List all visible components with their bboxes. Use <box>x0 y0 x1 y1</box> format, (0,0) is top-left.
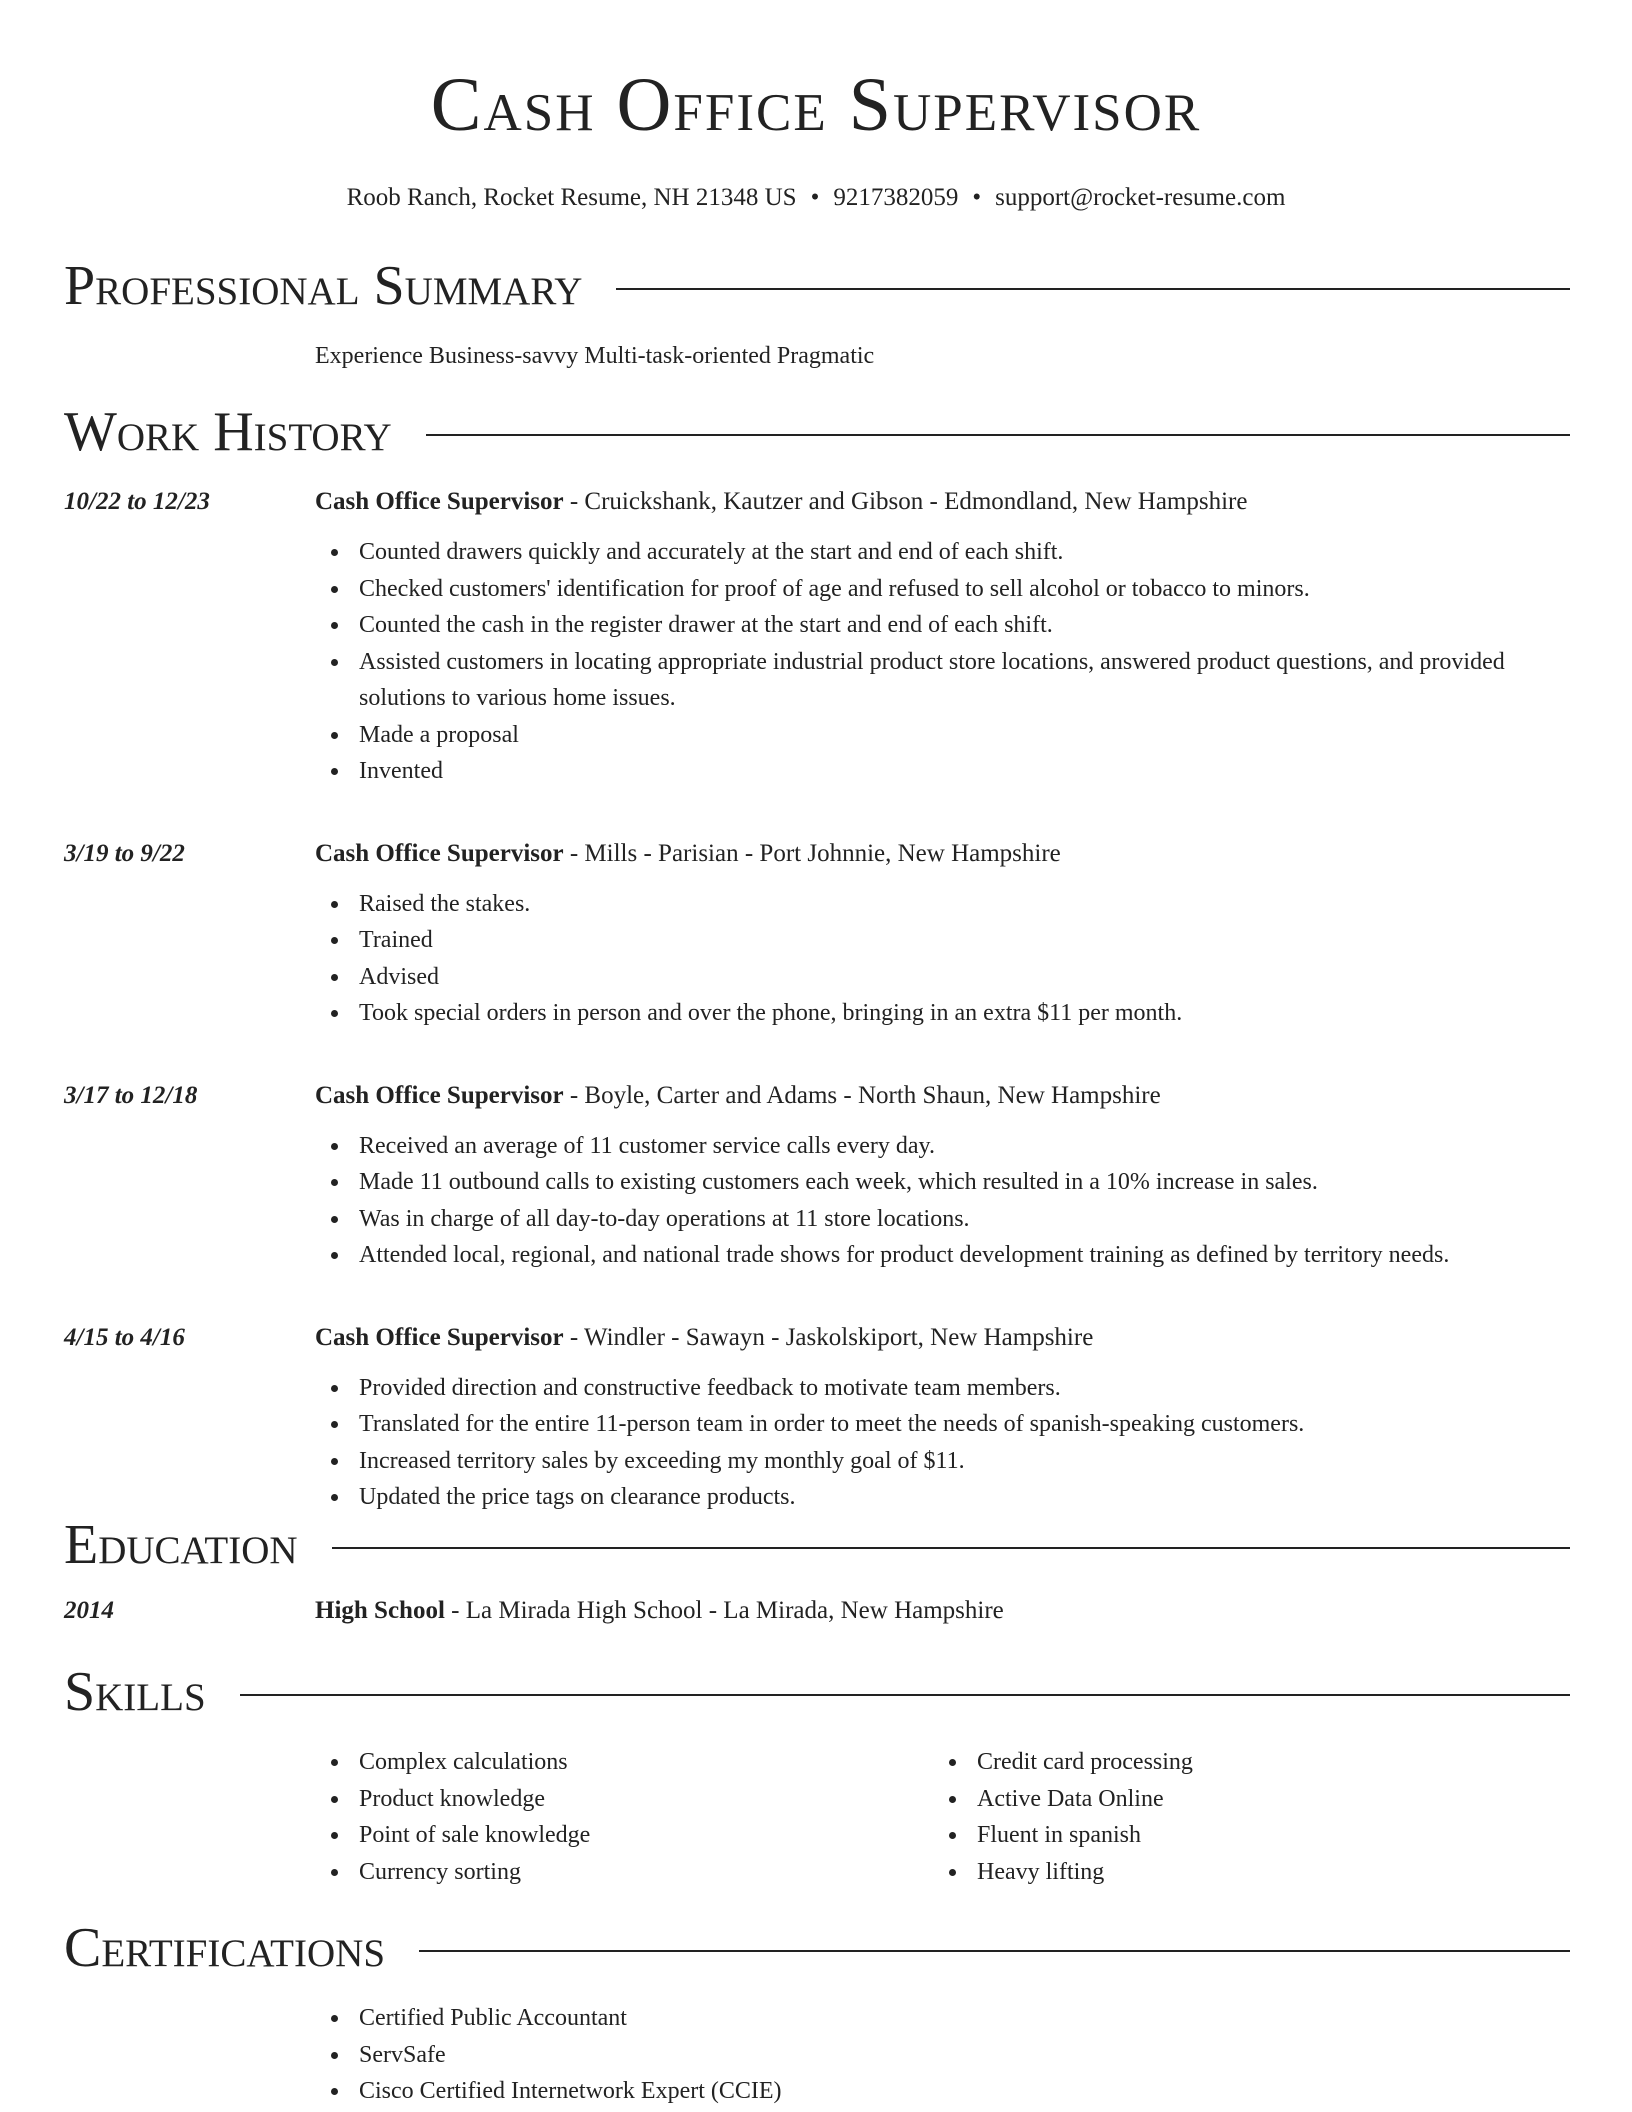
job-bullets <box>315 1128 1570 1274</box>
job-bullets <box>315 534 1570 790</box>
work-history-section <box>64 402 1570 1516</box>
job-employer: - Windler - Sawayn - Jaskolskiport, New Hampshire <box>563 1323 1094 1351</box>
job-entry <box>64 484 1570 790</box>
section-header <box>64 256 1570 316</box>
skill-item: Point of sale knowledge <box>315 1817 933 1854</box>
contact-phone: 9217382059 <box>833 184 959 211</box>
job-dates: 4/15 to 4/16 <box>64 1323 185 1351</box>
job-header <box>64 1320 1570 1356</box>
job-role: Cash Office Supervisor <box>315 488 564 515</box>
summary-text: Experience Business-savvy Multi-task-oriented Pragmatic <box>315 343 875 369</box>
resume-header <box>0 0 1632 212</box>
certifications-section <box>64 1918 1570 2110</box>
section-title: Work History <box>64 401 392 463</box>
job-dates: 3/19 to 9/22 <box>64 839 185 867</box>
education-details <box>315 1593 1004 1629</box>
job-bullet: Increased territory sales by exceeding my monthly goal of $11. <box>315 1443 1570 1480</box>
job-bullet: Made a proposal <box>315 717 1570 754</box>
section-title: Professional Summary <box>64 255 583 317</box>
job-dates: 10/22 to 12/23 <box>64 488 210 515</box>
education-degree: High School <box>315 1597 445 1624</box>
job-title-line <box>315 1078 1161 1114</box>
job-bullets <box>315 886 1570 1032</box>
section-divider <box>332 1547 1570 1549</box>
contact-separator: • <box>972 184 982 211</box>
job-bullet: Raised the stakes. <box>315 886 1570 923</box>
skill-item: Product knowledge <box>315 1781 933 1818</box>
skills-list-left <box>315 1744 933 1890</box>
job-bullet: Checked customers' identification for proof of age and refused to sell alcohol or tobacco to minors. <box>315 571 1570 608</box>
contact-address: Roob Ranch, Rocket Resume, NH 21348 US <box>346 184 797 211</box>
job-bullet: Assisted customers in locating appropriate industrial product store locations, answered product questions, and provided solutions to various home issues. <box>315 644 1570 717</box>
job-bullet: Advised <box>315 959 1570 996</box>
job-bullet: Counted drawers quickly and accurately at the start and end of each shift. <box>315 534 1570 571</box>
section-header <box>64 1662 1570 1722</box>
jobs-list <box>64 484 1570 1516</box>
job-role: Cash Office Supervisor <box>315 1081 564 1109</box>
section-title: Skills <box>64 1661 206 1723</box>
skill-item: Fluent in spanish <box>933 1817 1551 1854</box>
skills-section <box>64 1662 1570 1890</box>
education-section <box>64 1515 1570 1629</box>
section-divider <box>616 288 1570 290</box>
job-bullet: Updated the price tags on clearance products. <box>315 1479 1570 1516</box>
section-title: Education <box>64 1514 298 1576</box>
certifications-list <box>315 2000 1570 2110</box>
section-header <box>64 402 1570 462</box>
section-divider <box>240 1694 1570 1696</box>
job-bullet: Translated for the entire 11-person team in order to meet the needs of spanish-speaking customers. <box>315 1406 1570 1443</box>
job-entry <box>64 1320 1570 1516</box>
summary-section <box>64 256 1570 374</box>
job-bullet: Trained <box>315 922 1570 959</box>
contact-email: support@rocket-resume.com <box>995 184 1286 211</box>
skill-item: Active Data Online <box>933 1781 1551 1818</box>
skill-item: Heavy lifting <box>933 1854 1551 1891</box>
job-bullet: Received an average of 11 customer service calls every day. <box>315 1128 1570 1165</box>
job-bullet: Counted the cash in the register drawer at the start and end of each shift. <box>315 607 1570 644</box>
contact-separator: • <box>810 184 820 211</box>
job-header <box>64 1078 1570 1114</box>
job-bullets <box>315 1370 1570 1516</box>
skill-item: Credit card processing <box>933 1744 1551 1781</box>
certification-item: Certified Public Accountant <box>315 2000 1570 2037</box>
job-entry <box>64 836 1570 1032</box>
certification-item: Cisco Certified Internetwork Expert (CCIE) <box>315 2073 1570 2110</box>
skill-item: Currency sorting <box>315 1854 933 1891</box>
contact-line <box>0 184 1632 212</box>
job-bullet: Provided direction and constructive feedback to motivate team members. <box>315 1370 1570 1407</box>
job-bullet: Was in charge of all day-to-day operations at 11 store locations. <box>315 1201 1570 1238</box>
job-role: Cash Office Supervisor <box>315 1323 564 1351</box>
section-divider <box>419 1950 1570 1952</box>
candidate-name: Cash Office Supervisor <box>430 63 1202 147</box>
education-entry <box>64 1593 1570 1629</box>
skills-list-right <box>933 1744 1551 1890</box>
section-title: Certifications <box>64 1917 386 1979</box>
section-divider <box>426 434 1570 436</box>
job-title-line <box>315 836 1061 872</box>
education-school: - La Mirada High School - La Mirada, New Hampshire <box>444 1597 1004 1624</box>
job-header <box>64 484 1570 520</box>
job-bullet: Took special orders in person and over the phone, bringing in an extra $11 per month. <box>315 995 1570 1032</box>
job-employer: - Boyle, Carter and Adams - North Shaun, New Hampshire <box>563 1081 1161 1109</box>
education-year: 2014 <box>64 1597 114 1624</box>
job-bullet: Made 11 outbound calls to existing customers each week, which resulted in a 10% increase in sales. <box>315 1164 1570 1201</box>
job-title-line <box>315 484 1247 520</box>
job-header <box>64 836 1570 872</box>
skills-columns <box>315 1744 1570 1890</box>
section-header <box>64 1918 1570 1978</box>
job-dates: 3/17 to 12/18 <box>64 1081 198 1109</box>
job-role: Cash Office Supervisor <box>315 839 564 867</box>
skill-item: Complex calculations <box>315 1744 933 1781</box>
job-bullet: Attended local, regional, and national trade shows for product development training as defined by territory needs. <box>315 1237 1570 1274</box>
section-header <box>64 1515 1570 1575</box>
job-title-line <box>315 1320 1093 1356</box>
job-entry <box>64 1078 1570 1274</box>
job-bullet: Invented <box>315 753 1570 790</box>
certification-item: ServSafe <box>315 2037 1570 2074</box>
job-employer: - Mills - Parisian - Port Johnnie, New Hampshire <box>563 839 1061 867</box>
job-employer: - Cruickshank, Kautzer and Gibson - Edmondland, New Hampshire <box>563 488 1248 515</box>
